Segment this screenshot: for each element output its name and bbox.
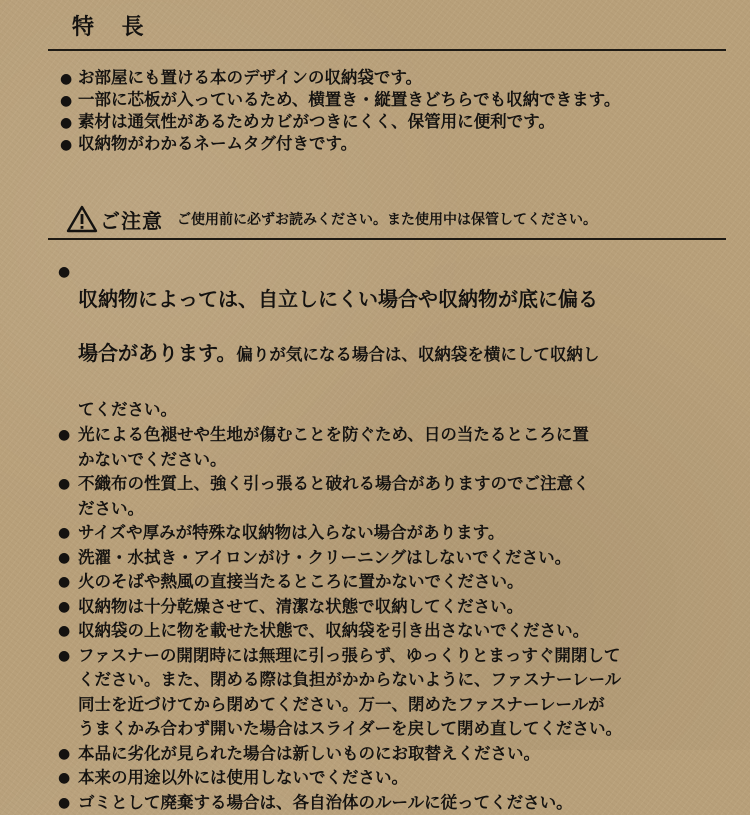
bullet-icon: ● — [58, 742, 78, 767]
caution-note: ご使用前に必ずお読みください。また使用中は保管してください。 — [177, 209, 597, 229]
caution-item: ● ファスナーの開閉時には無理に引っ張らず、ゆっくりとまっすぐ開閉して ください。また、閉める際は負担がかからないように、ファスナーレール 同士を近づけてから閉めてください。万一、閉めたファスナーレールが うまくかみ合わず開いた場合はスライダーを戻して閉め直してください。 — [58, 644, 742, 742]
bullet-icon: ● — [58, 766, 78, 791]
bullet-icon: ● — [58, 259, 78, 423]
caution-item: ● サイズや厚みが特殊な収納物は入らない場合があります。 — [58, 521, 742, 546]
features-list — [60, 67, 740, 155]
bullet-icon: ● — [60, 134, 78, 156]
bullet-icon: ● — [58, 521, 78, 546]
bullet-icon: ● — [58, 423, 78, 472]
feature-item: ● お部屋にも置ける本のデザインの収納袋です。 — [60, 67, 740, 89]
caution-item: ● 火のそばや熱風の直接当たるところに置かないでください。 — [58, 570, 742, 595]
features-heading: 特 長 — [72, 10, 154, 41]
caution-title: ご注意 — [100, 205, 163, 234]
bullet-icon: ● — [58, 791, 78, 815]
caution-header — [66, 204, 736, 234]
caution-item: ● 光による色褪せや生地が傷むことを防ぐため、日の当たるところに置 かないでください。 — [58, 423, 742, 472]
caution-item: ● 収納物は十分乾燥させて、清潔な状態で収納してください。 — [58, 595, 742, 620]
bullet-icon: ● — [58, 619, 78, 644]
caution-divider — [48, 238, 726, 240]
caution-item: ● ゴミとして廃棄する場合は、各自治体のルールに従ってください。 — [58, 791, 742, 815]
bullet-icon: ● — [58, 546, 78, 571]
bullet-icon: ● — [60, 68, 78, 90]
caution-item: ● 本品に劣化が見られた場合は新しいものにお取替えください。 — [58, 742, 742, 767]
warning-triangle-icon — [66, 205, 98, 233]
feature-item: ● 収納物がわかるネームタグ付きです。 — [60, 133, 740, 155]
bullet-icon: ● — [60, 90, 78, 112]
caution-item: ● 収納物によっては、自立しにくい場合や収納物が底に偏る 場合があります。偏りが気になる場合は、収納袋を横にして収納し てください。 — [58, 259, 742, 423]
bullet-icon: ● — [58, 570, 78, 595]
bullet-icon: ● — [58, 595, 78, 620]
caution-list — [58, 259, 742, 815]
bullet-icon: ● — [60, 112, 78, 134]
feature-item: ● 一部に芯板が入っているため、横置き・縦置きどちらでも収納できます。 — [60, 89, 740, 111]
caution-item: ● 洗濯・水拭き・アイロンがけ・クリーニングはしないでください。 — [58, 546, 742, 571]
caution-item: ● 不織布の性質上、強く引っ張ると破れる場合がありますのでご注意く ださい。 — [58, 472, 742, 521]
bullet-icon: ● — [58, 644, 78, 742]
feature-item: ● 素材は通気性があるためカビがつきにくく、保管用に便利です。 — [60, 111, 740, 133]
bullet-icon: ● — [58, 472, 78, 521]
features-divider — [48, 49, 726, 51]
caution-item: ● 本来の用途以外には使用しないでください。 — [58, 766, 742, 791]
caution-item: ● 収納袋の上に物を載せた状態で、収納袋を引き出さないでください。 — [58, 619, 742, 644]
